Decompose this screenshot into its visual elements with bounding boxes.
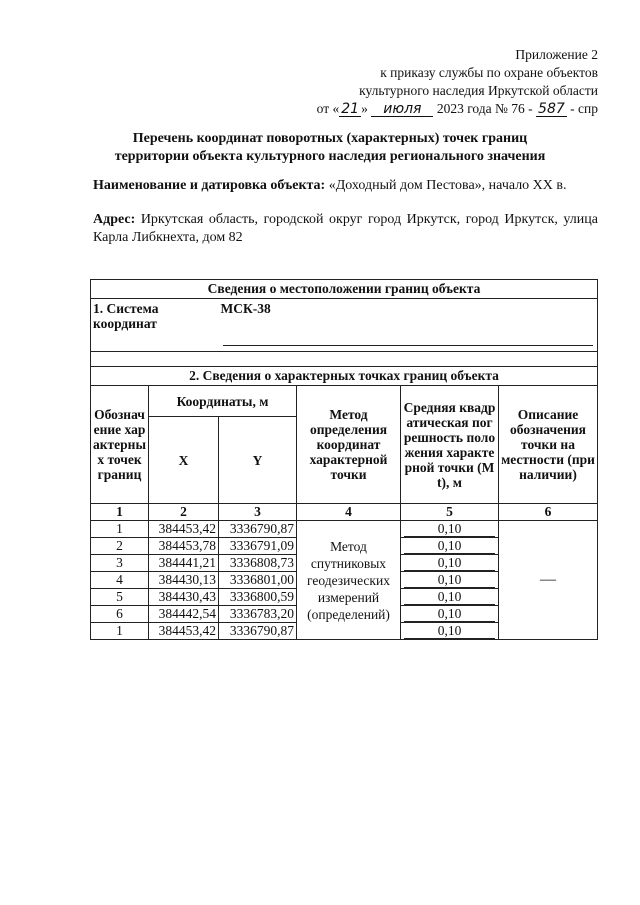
- coord-system-underline: [223, 345, 594, 346]
- col-number: 6: [499, 504, 598, 521]
- description-cell: —: [499, 521, 598, 640]
- mt-cell: [401, 521, 499, 538]
- coord-system-label: 1. Система координат: [91, 299, 219, 352]
- point-cell: 6: [91, 606, 149, 623]
- method-cell: Метод спутниковых геодезических измерений (определений): [297, 521, 401, 640]
- y-cell: 3336790,87: [219, 521, 297, 538]
- object-address-label: Адрес:: [93, 212, 136, 227]
- x-cell: 384430,43: [149, 589, 219, 606]
- point-cell: 1: [91, 623, 149, 640]
- table-row: [91, 521, 598, 538]
- mt-cell: [401, 555, 499, 572]
- coordinates-table: [90, 279, 598, 640]
- order-from-prefix: от «: [316, 101, 340, 116]
- section2-header-row: [91, 367, 598, 386]
- header-point: Обозначение характерных точек границ: [91, 386, 149, 504]
- title-line-2: территории объекта культурного наследия регионального значения: [114, 149, 546, 164]
- point-cell: 2: [91, 538, 149, 555]
- section2-title: 2. Сведения о характерных точках границ объекта: [91, 367, 598, 386]
- section1-header-row: [91, 280, 598, 299]
- point-cell: 3: [91, 555, 149, 572]
- mt-value: 0,10: [404, 606, 495, 622]
- y-cell: 3336783,20: [219, 606, 297, 623]
- mt-value: 0,10: [404, 555, 495, 571]
- x-cell: 384430,13: [149, 572, 219, 589]
- header-method: Метод определения координат характерной точки: [297, 386, 401, 504]
- document-title: [60, 130, 600, 166]
- mt-value: 0,10: [404, 538, 495, 554]
- object-address-value: Иркутская область, городской округ город Иркутск, город Иркутск, улица Карла Либкнехта, дом 82: [93, 212, 598, 245]
- order-year-part: 2023 года № 76 -: [436, 101, 533, 116]
- appendix-order-line: [317, 100, 598, 118]
- y-cell: 3336801,00: [219, 572, 297, 589]
- blank-cell: [91, 352, 598, 367]
- mt-cell: [401, 572, 499, 589]
- order-month-handwritten: июля: [371, 102, 433, 117]
- column-number-row: [91, 504, 598, 521]
- x-cell: 384453,78: [149, 538, 219, 555]
- column-header-row-1: [91, 386, 598, 417]
- mt-cell: [401, 589, 499, 606]
- mt-cell: [401, 538, 499, 555]
- col-number: 1: [91, 504, 149, 521]
- x-cell: 384453,42: [149, 521, 219, 538]
- title-line-1: Перечень координат поворотных (характерных) точек границ: [132, 131, 528, 146]
- order-day-handwritten: 21: [341, 101, 360, 117]
- x-cell: 384453,42: [149, 623, 219, 640]
- mt-value: 0,10: [404, 589, 495, 605]
- x-cell: 384442,54: [149, 606, 219, 623]
- object-name: [93, 177, 598, 195]
- x-cell: 384441,21: [149, 555, 219, 572]
- order-suffix: - спр: [570, 101, 598, 116]
- section1-title: Сведения о местоположении границ объекта: [91, 280, 598, 299]
- object-name-label: Наименование и датировка объекта:: [93, 178, 326, 193]
- col-number: 2: [149, 504, 219, 521]
- header-x: X: [149, 417, 219, 504]
- appendix-line-1: Приложение 2: [515, 47, 598, 62]
- object-address: [93, 211, 598, 247]
- coord-system-row: [91, 299, 598, 352]
- appendix-header: [317, 46, 598, 118]
- mt-cell: [401, 606, 499, 623]
- col-number: 3: [219, 504, 297, 521]
- y-cell: 3336790,87: [219, 623, 297, 640]
- order-number-handwritten: 587: [538, 101, 565, 117]
- mt-value: 0,10: [404, 521, 495, 537]
- y-cell: 3336808,73: [219, 555, 297, 572]
- col-number: 5: [401, 504, 499, 521]
- coord-system-cell: [219, 299, 598, 352]
- mt-cell: [401, 623, 499, 640]
- appendix-line-3: культурного наследия Иркутской области: [359, 83, 598, 98]
- header-description: Описание обозначения точки на местности (при наличии): [499, 386, 598, 504]
- point-cell: 5: [91, 589, 149, 606]
- order-quote-close: »: [361, 101, 368, 116]
- header-coords: Координаты, м: [149, 386, 297, 417]
- col-number: 4: [297, 504, 401, 521]
- mt-value: 0,10: [404, 623, 495, 639]
- point-cell: 4: [91, 572, 149, 589]
- blank-row: [91, 352, 598, 367]
- y-cell: 3336791,09: [219, 538, 297, 555]
- y-cell: 3336800,59: [219, 589, 297, 606]
- mt-value: 0,10: [404, 572, 495, 588]
- object-name-value: «Доходный дом Пестова», начало XX в.: [328, 178, 567, 193]
- header-accuracy: Средняя квадратическая погрешность положения характерной точки (Mt), м: [401, 386, 499, 504]
- appendix-line-2: к приказу службы по охране объектов: [380, 65, 598, 80]
- header-y: Y: [219, 417, 297, 504]
- coord-system-value: МСК-38: [220, 301, 271, 316]
- point-cell: 1: [91, 521, 149, 538]
